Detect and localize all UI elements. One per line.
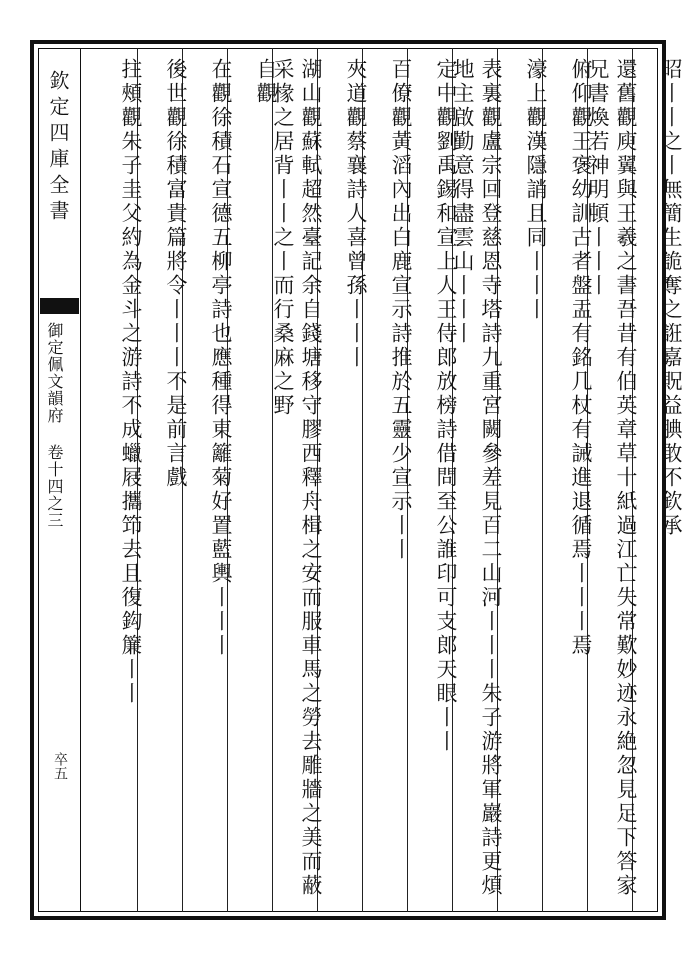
text-column: 在觀徐積石宣德五柳亭詩也應種得東籬菊好置藍輿丨丨丨	[209, 58, 233, 658]
book-title: 欽定四庫全書	[46, 70, 70, 226]
text-column: 表裏觀盧宗回登慈恩寺塔詩九重宮闕參差見百二山河丨丨丨朱子游將軍巖詩更煩地主啟勤意得盡雲山丨丨丨	[451, 58, 503, 898]
text-column: 自觀	[254, 58, 278, 106]
text-column: 昭丨丨之丨無簡生詭奪之誑嘉貺益腆敢不欽承	[659, 58, 683, 538]
page-number: 卒五	[52, 752, 68, 780]
volume-label: 御定佩文韻府 卷十四之三	[45, 322, 64, 529]
text-column: 拄頰觀朱子圭父約為金斗之游詩不成蠟屐攜笻去且復鈎簾丨丨	[119, 58, 143, 706]
text-column: 湖山觀蘇軾超然臺記余自錢塘移守膠西釋舟楫之安而服車馬之勞去雕牆之美而蔽采椽之居背丨丨之丨而行桑麻之野	[271, 58, 323, 898]
text-column: 夾道觀蔡襄詩人喜曾孫丨丨丨	[344, 58, 368, 370]
text-column: 濠上觀漢隱誚且同丨丨丨	[524, 58, 548, 322]
text-column: 定中觀劉禹錫和宣上人王侍郎放榜詩借問至公誰印可支郎天眼丨丨	[434, 58, 458, 754]
text-column: 還舊觀庾翼與王羲之書吾昔有伯英章草十紙過江亡失常歎妙迹永絶忽見足下答家兄書煥若神明頓丨丨丨	[586, 58, 638, 898]
text-column: 後世觀徐積富貴篇將令丨丨丨不是前言戲	[164, 58, 188, 490]
text-column: 百僚觀黃滔內出白鹿宣示詩推於五靈少宣示丨丨	[389, 58, 413, 562]
text-column: 俯仰觀王褒幼訓古者盤盂有銘几杖有誡進退循焉丨丨丨焉	[569, 58, 593, 658]
